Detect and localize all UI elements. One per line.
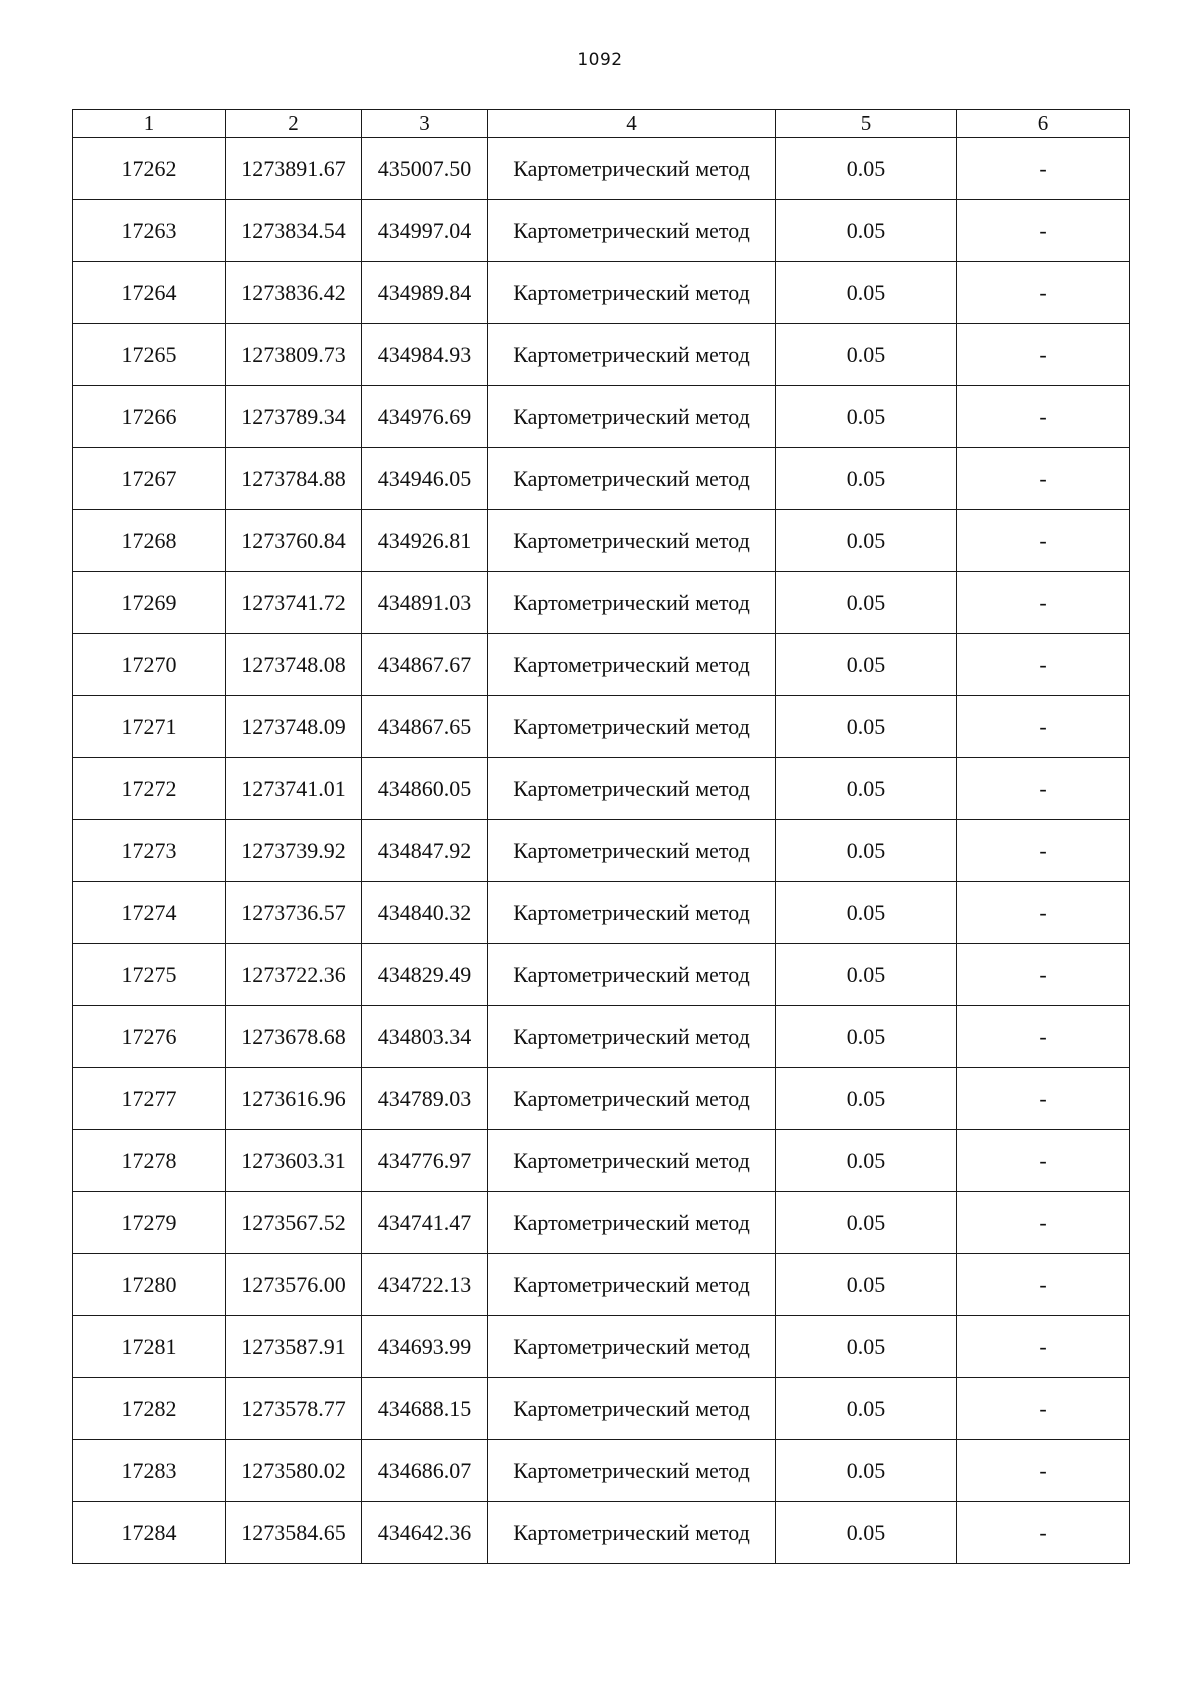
accuracy-cell: 0.05 [776, 386, 957, 448]
x-coordinate-cell: 1273891.67 [226, 138, 362, 200]
table-row [73, 634, 1130, 696]
y-coordinate-cell: 434803.34 [362, 1006, 488, 1068]
table-row [73, 448, 1130, 510]
coordinates-table [72, 109, 1130, 1564]
description-cell: - [957, 138, 1130, 200]
column-header-2: 2 [226, 110, 362, 138]
column-header-5: 5 [776, 110, 957, 138]
x-coordinate-cell: 1273748.09 [226, 696, 362, 758]
method-cell: Картометрический метод [488, 448, 776, 510]
method-cell: Картометрический метод [488, 944, 776, 1006]
y-coordinate-cell: 434741.47 [362, 1192, 488, 1254]
table-row [73, 758, 1130, 820]
y-coordinate-cell: 434984.93 [362, 324, 488, 386]
accuracy-cell: 0.05 [776, 1378, 957, 1440]
accuracy-cell: 0.05 [776, 758, 957, 820]
x-coordinate-cell: 1273603.31 [226, 1130, 362, 1192]
accuracy-cell: 0.05 [776, 1440, 957, 1502]
table-row [73, 1130, 1130, 1192]
point-number-cell: 17273 [73, 820, 226, 882]
accuracy-cell: 0.05 [776, 448, 957, 510]
table-body [73, 138, 1130, 1564]
x-coordinate-cell: 1273789.34 [226, 386, 362, 448]
point-number-cell: 17283 [73, 1440, 226, 1502]
description-cell: - [957, 324, 1130, 386]
accuracy-cell: 0.05 [776, 1316, 957, 1378]
table-row [73, 386, 1130, 448]
method-cell: Картометрический метод [488, 138, 776, 200]
y-coordinate-cell: 434789.03 [362, 1068, 488, 1130]
accuracy-cell: 0.05 [776, 138, 957, 200]
y-coordinate-cell: 434686.07 [362, 1440, 488, 1502]
y-coordinate-cell: 434829.49 [362, 944, 488, 1006]
x-coordinate-cell: 1273748.08 [226, 634, 362, 696]
x-coordinate-cell: 1273739.92 [226, 820, 362, 882]
header-row [73, 110, 1130, 138]
description-cell: - [957, 758, 1130, 820]
accuracy-cell: 0.05 [776, 696, 957, 758]
method-cell: Картометрический метод [488, 510, 776, 572]
point-number-cell: 17262 [73, 138, 226, 200]
x-coordinate-cell: 1273722.36 [226, 944, 362, 1006]
description-cell: - [957, 634, 1130, 696]
method-cell: Картометрический метод [488, 386, 776, 448]
point-number-cell: 17277 [73, 1068, 226, 1130]
y-coordinate-cell: 434926.81 [362, 510, 488, 572]
method-cell: Картометрический метод [488, 324, 776, 386]
table-row [73, 944, 1130, 1006]
point-number-cell: 17264 [73, 262, 226, 324]
description-cell: - [957, 200, 1130, 262]
method-cell: Картометрический метод [488, 1316, 776, 1378]
point-number-cell: 17282 [73, 1378, 226, 1440]
y-coordinate-cell: 434860.05 [362, 758, 488, 820]
column-header-4: 4 [488, 110, 776, 138]
description-cell: - [957, 820, 1130, 882]
accuracy-cell: 0.05 [776, 1502, 957, 1564]
x-coordinate-cell: 1273784.88 [226, 448, 362, 510]
description-cell: - [957, 510, 1130, 572]
accuracy-cell: 0.05 [776, 200, 957, 262]
description-cell: - [957, 882, 1130, 944]
point-number-cell: 17284 [73, 1502, 226, 1564]
point-number-cell: 17278 [73, 1130, 226, 1192]
y-coordinate-cell: 434688.15 [362, 1378, 488, 1440]
method-cell: Картометрический метод [488, 696, 776, 758]
y-coordinate-cell: 434722.13 [362, 1254, 488, 1316]
y-coordinate-cell: 434840.32 [362, 882, 488, 944]
table-row [73, 1006, 1130, 1068]
point-number-cell: 17267 [73, 448, 226, 510]
x-coordinate-cell: 1273580.02 [226, 1440, 362, 1502]
description-cell: - [957, 944, 1130, 1006]
description-cell: - [957, 1068, 1130, 1130]
point-number-cell: 17280 [73, 1254, 226, 1316]
description-cell: - [957, 696, 1130, 758]
method-cell: Картометрический метод [488, 1068, 776, 1130]
accuracy-cell: 0.05 [776, 634, 957, 696]
description-cell: - [957, 1502, 1130, 1564]
accuracy-cell: 0.05 [776, 1254, 957, 1316]
point-number-cell: 17275 [73, 944, 226, 1006]
accuracy-cell: 0.05 [776, 1006, 957, 1068]
y-coordinate-cell: 434776.97 [362, 1130, 488, 1192]
accuracy-cell: 0.05 [776, 510, 957, 572]
x-coordinate-cell: 1273760.84 [226, 510, 362, 572]
y-coordinate-cell: 434867.65 [362, 696, 488, 758]
x-coordinate-cell: 1273578.77 [226, 1378, 362, 1440]
y-coordinate-cell: 434989.84 [362, 262, 488, 324]
table-row [73, 138, 1130, 200]
y-coordinate-cell: 434847.92 [362, 820, 488, 882]
table-row [73, 1440, 1130, 1502]
table-row [73, 1502, 1130, 1564]
description-cell: - [957, 1006, 1130, 1068]
method-cell: Картометрический метод [488, 1006, 776, 1068]
accuracy-cell: 0.05 [776, 820, 957, 882]
table-row [73, 1316, 1130, 1378]
description-cell: - [957, 1316, 1130, 1378]
y-coordinate-cell: 434976.69 [362, 386, 488, 448]
x-coordinate-cell: 1273809.73 [226, 324, 362, 386]
table-row [73, 696, 1130, 758]
accuracy-cell: 0.05 [776, 1130, 957, 1192]
x-coordinate-cell: 1273834.54 [226, 200, 362, 262]
accuracy-cell: 0.05 [776, 944, 957, 1006]
accuracy-cell: 0.05 [776, 882, 957, 944]
point-number-cell: 17276 [73, 1006, 226, 1068]
table-row [73, 510, 1130, 572]
point-number-cell: 17268 [73, 510, 226, 572]
x-coordinate-cell: 1273678.68 [226, 1006, 362, 1068]
y-coordinate-cell: 434891.03 [362, 572, 488, 634]
description-cell: - [957, 448, 1130, 510]
method-cell: Картометрический метод [488, 1502, 776, 1564]
column-header-6: 6 [957, 110, 1130, 138]
x-coordinate-cell: 1273576.00 [226, 1254, 362, 1316]
y-coordinate-cell: 434946.05 [362, 448, 488, 510]
y-coordinate-cell: 434693.99 [362, 1316, 488, 1378]
description-cell: - [957, 1254, 1130, 1316]
x-coordinate-cell: 1273736.57 [226, 882, 362, 944]
y-coordinate-cell: 434997.04 [362, 200, 488, 262]
table-row [73, 1378, 1130, 1440]
method-cell: Картометрический метод [488, 634, 776, 696]
column-header-1: 1 [73, 110, 226, 138]
point-number-cell: 17279 [73, 1192, 226, 1254]
method-cell: Картометрический метод [488, 572, 776, 634]
point-number-cell: 17271 [73, 696, 226, 758]
table-row [73, 1068, 1130, 1130]
x-coordinate-cell: 1273567.52 [226, 1192, 362, 1254]
table-row [73, 820, 1130, 882]
method-cell: Картометрический метод [488, 1440, 776, 1502]
table-row [73, 1254, 1130, 1316]
point-number-cell: 17265 [73, 324, 226, 386]
y-coordinate-cell: 434867.67 [362, 634, 488, 696]
x-coordinate-cell: 1273741.01 [226, 758, 362, 820]
description-cell: - [957, 1440, 1130, 1502]
method-cell: Картометрический метод [488, 1254, 776, 1316]
accuracy-cell: 0.05 [776, 1192, 957, 1254]
table-row [73, 262, 1130, 324]
accuracy-cell: 0.05 [776, 262, 957, 324]
page-number: 1092 [577, 50, 623, 70]
table-row [73, 324, 1130, 386]
method-cell: Картометрический метод [488, 200, 776, 262]
point-number-cell: 17263 [73, 200, 226, 262]
point-number-cell: 17270 [73, 634, 226, 696]
method-cell: Картометрический метод [488, 820, 776, 882]
table-row [73, 572, 1130, 634]
x-coordinate-cell: 1273584.65 [226, 1502, 362, 1564]
table-row [73, 1192, 1130, 1254]
method-cell: Картометрический метод [488, 262, 776, 324]
x-coordinate-cell: 1273616.96 [226, 1068, 362, 1130]
description-cell: - [957, 386, 1130, 448]
point-number-cell: 17281 [73, 1316, 226, 1378]
method-cell: Картометрический метод [488, 1378, 776, 1440]
table-row [73, 200, 1130, 262]
column-header-3: 3 [362, 110, 488, 138]
x-coordinate-cell: 1273836.42 [226, 262, 362, 324]
method-cell: Картометрический метод [488, 1192, 776, 1254]
point-number-cell: 17272 [73, 758, 226, 820]
y-coordinate-cell: 435007.50 [362, 138, 488, 200]
method-cell: Картометрический метод [488, 758, 776, 820]
table-row [73, 882, 1130, 944]
point-number-cell: 17266 [73, 386, 226, 448]
x-coordinate-cell: 1273741.72 [226, 572, 362, 634]
accuracy-cell: 0.05 [776, 324, 957, 386]
y-coordinate-cell: 434642.36 [362, 1502, 488, 1564]
description-cell: - [957, 1130, 1130, 1192]
x-coordinate-cell: 1273587.91 [226, 1316, 362, 1378]
point-number-cell: 17269 [73, 572, 226, 634]
description-cell: - [957, 572, 1130, 634]
method-cell: Картометрический метод [488, 1130, 776, 1192]
accuracy-cell: 0.05 [776, 1068, 957, 1130]
accuracy-cell: 0.05 [776, 572, 957, 634]
method-cell: Картометрический метод [488, 882, 776, 944]
table-header [73, 110, 1130, 138]
description-cell: - [957, 262, 1130, 324]
description-cell: - [957, 1192, 1130, 1254]
description-cell: - [957, 1378, 1130, 1440]
point-number-cell: 17274 [73, 882, 226, 944]
